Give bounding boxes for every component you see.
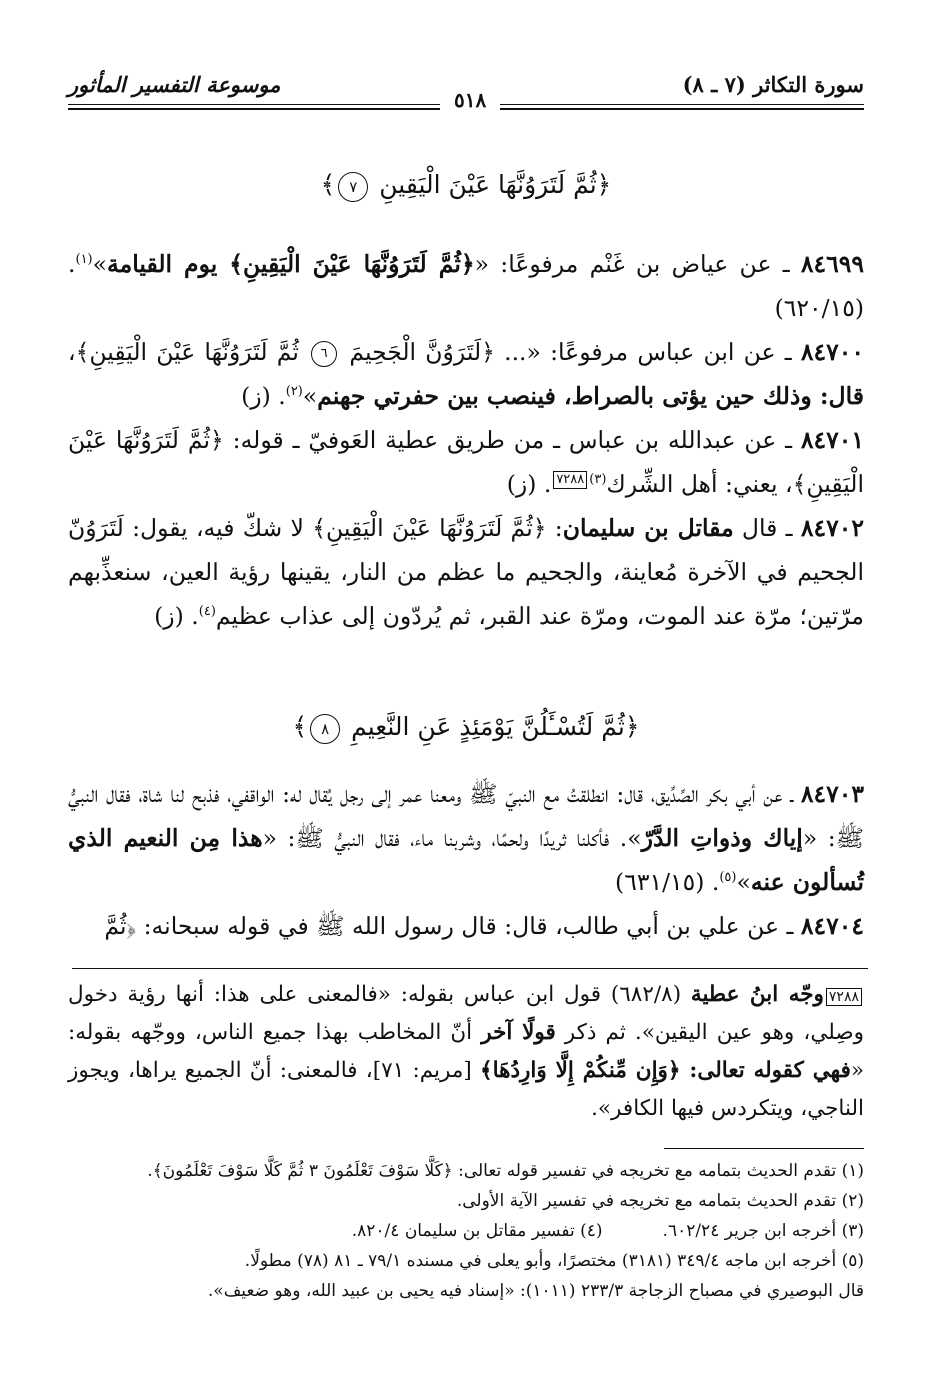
text: ـ عن علي بن أبي طالب، قال: قال رسول الله ﷺ في قوله سبحانه: ﴿ثُمَّ bbox=[104, 912, 801, 940]
text: . (ز) bbox=[506, 470, 552, 498]
hadith-84702 bbox=[68, 506, 864, 638]
page-header bbox=[68, 62, 864, 112]
footnote-5-continued: قال البوصيري في مصباح الزجاجة ٢٣٣/٣ (١٠١١): «إسناد فيه يحيى بن عبيد الله، وهو ضعيف». bbox=[207, 1281, 864, 1301]
footnote-ref[interactable]: (٤) bbox=[198, 604, 216, 620]
footnote-3: (٣) أخرجه ابن جرير ٦٠٢/٢٤. bbox=[662, 1221, 864, 1241]
footnote-5: (٥) أخرجه ابن ماجه ٣٤٩/٤ (٣١٨١) مختصرًا، وأبو يعلى في مسنده ٧٩/١ ـ ٨١ (٧٨) مطولًا. bbox=[244, 1251, 864, 1271]
verse-text: ﴿ثُمَّ لَتُسْـَٔلُنَّ يَوْمَئِذٍ عَنِ النَّعِيمِ bbox=[351, 712, 640, 741]
commentary-block bbox=[68, 976, 864, 1128]
bold-text: فهي كقوله تعالى: ﴿وَإِن مِّنكُمْ إِلَّا وَارِدُهَا﴾ bbox=[479, 1058, 851, 1083]
text: . (٦٢٠/١٥) bbox=[68, 250, 864, 322]
verse-heading-8 bbox=[68, 712, 864, 744]
hadith-number: ٨٤٧٠٣ bbox=[800, 780, 864, 808]
text: » bbox=[92, 250, 108, 278]
book-title: موسوعة التفسير المأثور bbox=[68, 72, 281, 97]
footnote-ref[interactable]: (٣) bbox=[589, 472, 607, 488]
text: ـ عن ابن عباس مرفوعًا: «... ﴿لَتَرَوُنَّ الْجَحِيمَ bbox=[340, 338, 801, 366]
bold-text: مقاتل بن سليمان bbox=[562, 514, 734, 542]
commentary-ref-box[interactable]: ٧٢٨٨ bbox=[553, 471, 587, 489]
bold-text: قولًا آخر bbox=[481, 1020, 556, 1045]
commentary-ref-box: ٧٢٨٨ bbox=[826, 988, 862, 1006]
verse-close-bracket: ﴾ bbox=[320, 170, 336, 199]
page-number: ٥١٨ bbox=[440, 88, 500, 112]
footnotes bbox=[68, 1156, 864, 1306]
hadith-84704 bbox=[68, 904, 864, 948]
verse-text: ﴿ثُمَّ لَتَرَوُنَّهَا عَيْنَ الْيَقِينِ bbox=[379, 170, 612, 199]
hadith-84703 bbox=[68, 772, 864, 904]
hadith-84700 bbox=[68, 330, 864, 418]
bold-text: ﴿ثُمَّ لَتَرَوُنَّهَا عَيْنَ الْيَقِينِ﴾ يوم القيامة bbox=[107, 250, 475, 278]
text: ». فأكلنا ثريدًا ولحمًا، وشربنا ماء، فقال النبيُّ ﷺ: « bbox=[262, 824, 642, 852]
hadith-84699 bbox=[68, 242, 864, 330]
commentary-separator bbox=[72, 968, 868, 969]
verse-number-badge: ٦ bbox=[311, 341, 337, 367]
bold-text: إياك وذواتِ الدَّرّ bbox=[641, 824, 803, 852]
footnote-ref[interactable]: (٢) bbox=[285, 384, 303, 400]
footnote-ref[interactable]: (١) bbox=[75, 252, 93, 268]
text: : ﴿ثُمَّ لَتَرَوُنَّهَا عَيْنَ الْيَقِينِ﴾ لا شكّ فيه، يقول: لَتَرَوُنّ الجحيم في الآخرة مُعاينة، والجحيم ما عظم من النار، يقينها رؤية العين، سنعذِّبهم مرّتين؛ مرّة عند الموت، ومرّة عند القبر، ثم يُردّون إلى عذاب عظيم bbox=[68, 514, 864, 630]
footnote-row bbox=[68, 1216, 864, 1246]
footnote-ref[interactable]: (٥) bbox=[719, 870, 737, 886]
text: . (ز) bbox=[241, 382, 286, 410]
text: ـ قال bbox=[733, 514, 801, 542]
footnotes-separator bbox=[664, 1148, 864, 1149]
bold-text: وجّه ابنُ عطية bbox=[690, 982, 824, 1007]
text: » bbox=[736, 868, 751, 896]
verse-close-bracket: ﴾ bbox=[292, 712, 308, 741]
text: ثُمَّ لَتَرَوُنَّهَا عَيْنَ الْيَقِينِ﴾، bbox=[68, 338, 309, 366]
verse-number-badge: ٧ bbox=[338, 172, 368, 202]
text: » bbox=[302, 382, 318, 410]
text: ـ عن أبي بكر الصِّدِّيق، قال: انطلقتُ مع النبيّ ﷺ ومعنا عمر إلى رجل يُقال له: الواقفي، فذبح لنا شاة، فقال النبيُّ ﷺ: « bbox=[68, 780, 865, 852]
verse-number-badge: ٨ bbox=[310, 714, 340, 744]
hadith-84701 bbox=[68, 418, 864, 506]
text: ـ عن عبدالله بن عباس ـ من طريق عطية العَوفيّ ـ قوله: ﴿ثُمَّ لَتَرَوُنَّهَا عَيْنَ الْيَقِينِ﴾، يعني: أهل الشِّرك bbox=[68, 426, 864, 498]
hadith-number: ٨٤٧٠١ bbox=[800, 426, 864, 454]
bold-text: هذا مِن النعيم الذي تُسألون عنه bbox=[68, 824, 864, 896]
footnote-4: (٤) تفسير مقاتل بن سليمان ٨٢٠/٤. bbox=[351, 1221, 603, 1241]
footnote-1: (١) تقدم الحديث بتمامه مع تخريجه في تفسير قوله تعالى: ﴿كَلَّا سَوْفَ تَعْلَمُونَ ٣ ثُمَّ كَلَّا سَوْفَ تَعْلَمُونَ﴾. bbox=[147, 1161, 864, 1181]
verse-heading-7 bbox=[68, 170, 864, 202]
hadith-number: ٨٤٦٩٩ bbox=[800, 250, 865, 278]
text: (٦٨٢/٨) قول ابن عباس بقوله: «فالمعنى على هذا: أنها رؤية دخول وصِلي، وهو عين اليقين». ثم ذكر bbox=[68, 982, 865, 1045]
hadith-number: ٨٤٧٠٤ bbox=[800, 912, 864, 940]
hadith-number: ٨٤٧٠٠ bbox=[800, 338, 864, 366]
text: أنّ المخاطب بهذا جميع الناس، ووجّهه بقوله: « bbox=[68, 1020, 864, 1083]
text: ـ عن عياض بن غَنْم مرفوعًا: « bbox=[474, 250, 801, 278]
text: . (ز) bbox=[154, 602, 199, 630]
footnote-2: (٢) تقدم الحديث بتمامه مع تخريجه في تفسير الآية الأولى. bbox=[456, 1191, 864, 1211]
text: . (٦٣١/١٥) bbox=[615, 868, 720, 896]
hadith-number: ٨٤٧٠٢ bbox=[800, 514, 864, 542]
bold-text: قال: وذلك حين يؤتى بالصراط، فينصب بين حفرتي جهنم bbox=[317, 382, 864, 410]
text: [مريم: ٧١]، فالمعنى: أنّ الجميع يراها، ويجوز الناجي، ويتكردس فيها الكافر». bbox=[68, 1058, 864, 1121]
surah-title: سورة التكاثر (٧ ـ ٨) bbox=[682, 72, 864, 97]
